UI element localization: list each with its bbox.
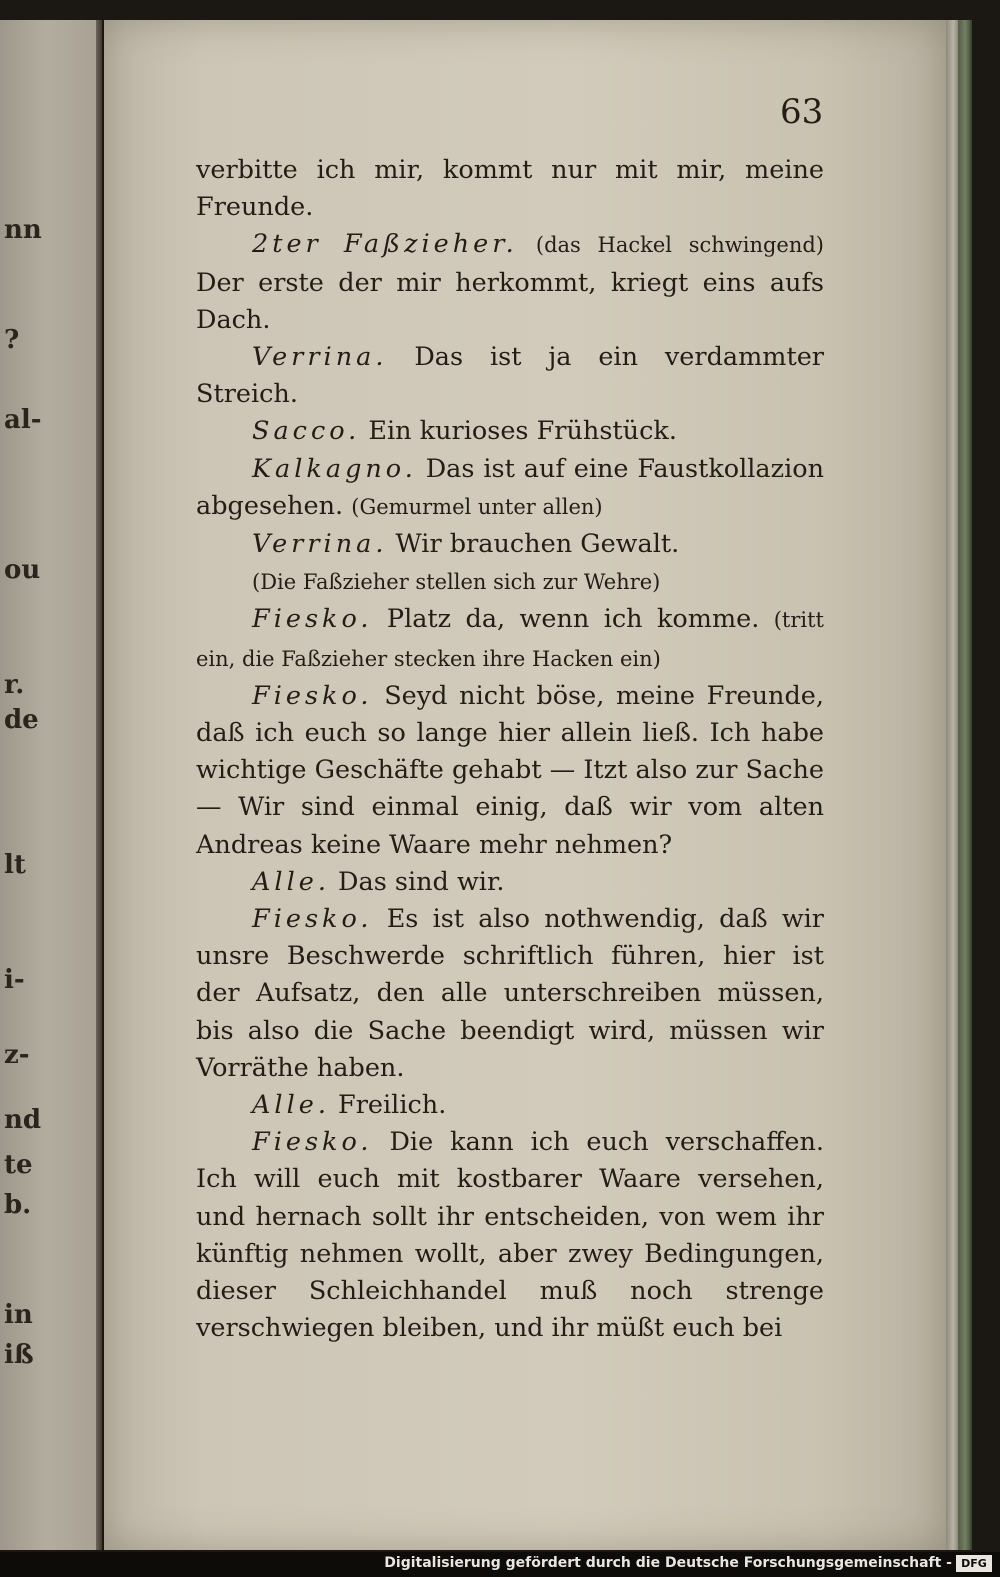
- speaker-name: Fiesko.: [252, 904, 373, 935]
- paragraph: [196, 1087, 824, 1124]
- left-page-fragment: iß: [4, 1340, 34, 1370]
- paragraph: [196, 901, 824, 1087]
- left-page-fragment: ou: [4, 555, 41, 585]
- speaker-name: Kalkagno.: [252, 453, 417, 484]
- left-page-fragment: al-: [4, 405, 42, 435]
- speech-text: Seyd nicht böse, meine Freunde, daß ich euch so lange hier allein ließ. Ich habe wichtige Geschäfte gehabt — Itzt also zur Sache — Wir sind einmal einig, daß wir vom alten Andreas keine Waare mehr nehmen?: [196, 680, 824, 860]
- speech-text: Die kann ich euch verschaffen. Ich will euch mit kostbarer Waare versehen, und hernach sollt ihr entscheiden, von wem ihr künftig nehmen wollt, aber zwey Bedingungen, dieser Schleichhandel muß noch strenge verschwiegen bleiben, und ihr müßt euch bei: [196, 1127, 824, 1344]
- paragraph: [196, 526, 824, 563]
- left-page-fragment: nd: [4, 1105, 42, 1135]
- paragraph: [196, 339, 824, 413]
- paragraph: [196, 678, 824, 864]
- paragraph: [196, 563, 824, 601]
- left-page-fragment: z-: [4, 1040, 30, 1070]
- speech-text: Das sind wir.: [338, 866, 505, 897]
- page-text-block: [196, 152, 824, 1348]
- book-gutter: [96, 20, 102, 1550]
- speaker-name: Sacco.: [252, 416, 361, 447]
- paragraph: [196, 1124, 824, 1347]
- stage-direction: (Die Faßzieher stellen sich zur Wehre): [252, 570, 661, 595]
- paragraph: [196, 413, 824, 450]
- speech-text: Platz da, wenn ich komme.: [386, 604, 760, 635]
- left-page-fragment: b.: [4, 1190, 32, 1220]
- speech-text: Das ist auf eine Faustkollazion abgesehen.: [196, 453, 824, 521]
- speaker-name: Fiesko.: [252, 680, 373, 711]
- speaker-name: Fiesko.: [252, 604, 373, 635]
- speaker-name: Verrina.: [252, 342, 388, 373]
- speech-text: Der erste der mir herkommt, kriegt eins aufs Dach.: [196, 267, 824, 335]
- speaker-name: Fiesko.: [252, 1127, 373, 1158]
- stage-direction: (das Hackel schwingend): [535, 233, 825, 258]
- speech-text: Ein kurioses Frühstück.: [368, 416, 677, 447]
- speaker-name: Verrina.: [252, 529, 388, 560]
- left-page-fragment: in: [4, 1300, 33, 1330]
- paragraph: [196, 451, 824, 526]
- speaker-name: 2ter Faßzieher.: [252, 229, 518, 260]
- page-number: 63: [780, 92, 824, 132]
- paragraph: [196, 601, 824, 677]
- left-page-fragment: ?: [4, 325, 20, 355]
- speech-text: verbitte ich mir, kommt nur mit mir, meine Freunde.: [196, 155, 824, 223]
- left-page-fragment: r.: [4, 670, 25, 700]
- paragraph: [196, 152, 824, 226]
- stage-direction: (tritt ein, die Faßzieher stecken ihre Hacken ein): [196, 608, 824, 671]
- speech-text: Es ist also nothwendig, daß wir unsre Beschwerde schriftlich führen, hier ist der Aufsatz, den alle unterschreiben müssen, bis also die Sache beendigt wird, müssen wir Vorräthe haben.: [196, 904, 824, 1083]
- left-page-fragment: i-: [4, 965, 25, 995]
- speaker-name: Alle.: [252, 1090, 330, 1121]
- left-page-fragment: de: [4, 705, 39, 735]
- footer-bar: [0, 1552, 1000, 1577]
- left-page-edge: [0, 20, 102, 1550]
- speech-text: Wir brauchen Gewalt.: [395, 529, 680, 560]
- speech-text: Das ist ja ein verdammter Streich.: [196, 342, 824, 410]
- speaker-name: Alle.: [252, 866, 330, 897]
- paragraph: [196, 226, 824, 339]
- paragraph: [196, 864, 824, 901]
- footer-credit: Digitalisierung gefördert durch die Deutsche Forschungsgemeinschaft -: [384, 1555, 952, 1571]
- left-page-fragment: lt: [4, 850, 26, 880]
- left-page-fragment: te: [4, 1150, 33, 1180]
- left-page-fragment: nn: [4, 215, 42, 245]
- dfg-logo: DFG: [956, 1555, 992, 1572]
- speech-text: Freilich.: [338, 1090, 447, 1121]
- stage-direction: (Gemurmel unter allen): [351, 494, 603, 519]
- binding-strip: [958, 20, 972, 1550]
